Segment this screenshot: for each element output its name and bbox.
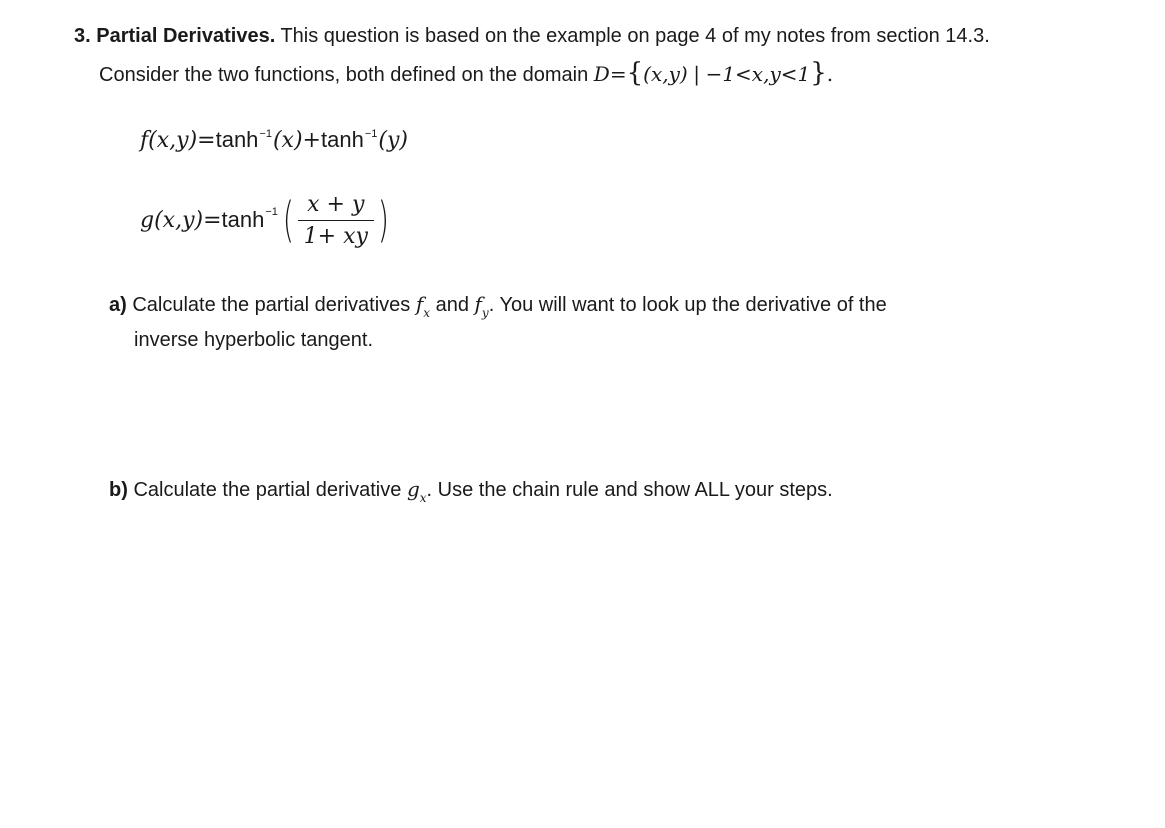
g-right-paren: ): [377, 192, 389, 248]
domain-condition: −1<x,y<1: [705, 62, 811, 86]
problem-intro: This question is based on the example on page 4 of my notes from section 14.3.: [275, 25, 990, 47]
fy-sub: y: [481, 306, 489, 320]
problem-heading: [74, 25, 990, 48]
f-arg-x: (x): [272, 128, 303, 153]
g-symbol: g: [140, 207, 155, 233]
part-a-text-2: . You will want to look up the derivative of the: [488, 294, 887, 316]
problem-title: Partial Derivatives.: [96, 25, 276, 47]
fx-sub: x: [423, 306, 431, 320]
f-inverse-2: −1: [364, 128, 378, 140]
f-arg-y: (y): [378, 128, 408, 153]
domain-period: .: [826, 62, 834, 86]
gx-sub: x: [419, 491, 427, 505]
g-left-paren: (: [282, 192, 294, 248]
part-a-line-2: [134, 329, 373, 352]
domain-symbol: D: [593, 62, 610, 86]
part-b-label: b): [109, 479, 128, 501]
f-plus: +: [302, 128, 321, 153]
set-bar: |: [693, 62, 700, 86]
set-brace-left: {: [626, 58, 644, 88]
set-brace-right: }: [810, 58, 827, 88]
part-a-line-1: [109, 292, 887, 320]
f-inverse-1: −1: [259, 128, 272, 140]
problem-number: 3.: [74, 25, 91, 47]
part-b-text-2: . Use the chain rule and show ALL your steps.: [426, 479, 833, 501]
f-args: (x,y): [148, 128, 198, 153]
domain-pair: (x,y): [643, 62, 688, 86]
fx-base: f: [415, 292, 424, 316]
g-args: (x,y): [154, 207, 204, 233]
g-equation: [140, 187, 393, 253]
g-numerator: x + y: [307, 191, 365, 217]
domain-intro-text: Consider the two functions, both defined on the domain: [99, 64, 589, 86]
gx-base: g: [406, 477, 420, 501]
g-fraction: [298, 192, 374, 249]
fy-base: f: [474, 292, 482, 316]
g-equals: =: [203, 207, 222, 233]
f-equals: =: [197, 128, 216, 153]
f-tanh-1: tanh: [215, 127, 259, 152]
part-a-text-3: inverse hyperbolic tangent.: [134, 329, 374, 351]
part-a-text-1: Calculate the partial derivatives: [126, 294, 416, 316]
g-inverse: −1: [265, 206, 278, 218]
domain-statement: [99, 58, 833, 88]
f-symbol: f: [140, 128, 149, 153]
domain-equals: =: [609, 62, 627, 86]
part-a-and: and: [430, 294, 475, 316]
part-b-line: [109, 477, 833, 505]
part-a-label: a): [109, 294, 127, 316]
g-tanh: tanh: [221, 207, 265, 232]
g-denominator: 1+ xy: [298, 220, 374, 249]
part-b-text-1: Calculate the partial derivative: [127, 479, 407, 501]
f-tanh-2: tanh: [320, 127, 364, 152]
f-equation: [140, 127, 408, 153]
